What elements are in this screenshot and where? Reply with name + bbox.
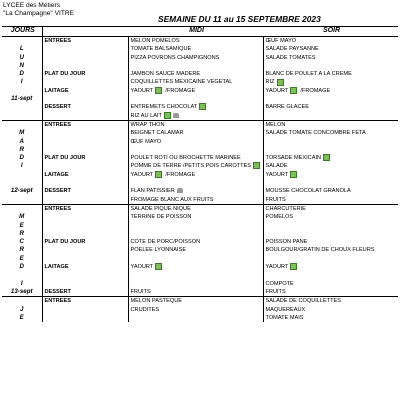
day-letter: I [2,78,42,86]
day-letter: R [2,230,42,238]
table-row [2,179,398,187]
table-row: I POMME DE TERRE /PETITS POIS CAROTTES SALADE [2,162,398,170]
day-letter: R [2,246,42,254]
col-soir: SOIR [263,27,398,37]
cat-entrees: ENTREES [44,298,71,305]
col-jours: JOURS [2,27,42,37]
table-row [2,95,398,103]
table-row: 13-sept DESSERT FRUITS FRUITS [2,288,398,297]
table-row: LAITAGE YAOURT /FROMAGE YAOURT /FROMAGE [2,87,398,95]
day-letter: U [2,54,42,62]
school-line-2: "La Champagne" VITRE [3,10,75,17]
table-row: ENTREES MELON POMELOS ŒUF MAYO [2,37,398,46]
table-row [2,62,398,70]
chef-hat-icon [177,188,183,193]
vegetarian-icon [155,87,162,94]
day-letter: N [2,62,42,70]
table-row: I COQUILLETTES MEXICAINE VEGETAL RIZ [2,78,398,86]
table-row: M BEIGNET CALAMAR SALADE TOMATE CONCOMBRE FETA [2,129,398,137]
cat-laitage: LAITAGE [44,264,69,271]
vegetarian-icon [199,103,206,110]
vegetarian-icon [290,171,297,178]
table-row [2,222,398,230]
day-letter: E [2,255,42,263]
day-date: 11-sept [2,95,42,103]
day-letter: J [2,306,42,314]
day-letter: M [2,129,42,137]
day-letter: M [2,213,42,221]
vegetarian-icon [155,263,162,270]
table-row [2,255,398,263]
table-row: I COMPOTE [2,280,398,288]
cat-plat: PLAT DU JOUR [44,71,86,78]
table-row: ENTREES SALADE PIQUE NIQUE CHARCUTERIE [2,204,398,213]
day-letter: E [2,314,42,322]
cat-dessert: DESSERT [44,188,71,195]
vegetarian-icon [155,171,162,178]
vegetarian-icon [290,87,297,94]
table-row: D PLAT DU JOUR POULET ROTI OU BROCHETTE MARINEE TORSADE MEXICAIN [2,154,398,162]
cat-laitage: LAITAGE [44,87,69,94]
table-row: ENTREES WRAP THON MELON [2,120,398,129]
table-row: D PLAT DU JOUR JAMBON SAUCE MADERE BLANC DE POULET A LA CREME [2,70,398,78]
cat-dessert: DESSERT [44,104,71,111]
table-row: C PLAT DU JOUR COTE DE PORC/POISSON POISSON PANE [2,238,398,246]
table-row: L TOMATE BALSAMIQUE SALADE PAYSANNE [2,45,398,53]
table-row: LAITAGE YAOURT /FROMAGE YAOURT [2,171,398,179]
day-letter: A [2,138,42,146]
table-row: J CRUDITES MAQUEREAUX [2,306,398,314]
vegetarian-icon [253,162,260,169]
day-letter: D [2,154,42,162]
vegetarian-icon [164,112,171,119]
cat-plat: PLAT DU JOUR [44,155,86,162]
day-letter: R [2,146,42,154]
school-line-1: LYCEE des Métiers [3,2,61,9]
day-date: 12-sept [2,187,42,195]
cat-plat: PLAT DU JOUR [44,239,86,246]
table-row: R POELEE LYONNAISE BOULGOUR/GRATIN DE CHOUX FLEURS [2,246,398,254]
cat-entrees: ENTREES [44,205,71,212]
school-name [3,2,74,18]
day-date: 13-sept [2,288,42,297]
table-row: A ŒUF MAYO [2,138,398,146]
day-letter: L [2,45,42,53]
table-row: U PIZZA POVRONS CHAMPIGNONS SALADE TOMATES [2,54,398,62]
day-letter: I [2,280,42,288]
vegetarian-icon [290,263,297,270]
cat-laitage: LAITAGE [44,171,69,178]
day-letter: D [2,70,42,78]
table-row [2,271,398,279]
chef-hat-icon [173,113,179,118]
table-row: D LAITAGE YAOURT YAOURT [2,263,398,271]
vegetarian-icon [277,79,284,86]
table-row: ENTREES MELON PASTEQUE SALADE DE COQUILLETTES [2,297,398,306]
table-row: E TOMATE MAIS [2,314,398,322]
cat-entrees: ENTREES [44,38,71,44]
day-letter: C [2,238,42,246]
day-letter: E [2,222,42,230]
day-letter: D [2,263,42,271]
menu-table [2,26,398,322]
cat-dessert: DESSERT [42,288,128,297]
vegetarian-icon [323,154,330,161]
table-row: DESSERT ENTREMETS CHOCOLAT BARRE GLACEE [2,103,398,111]
col-midi: MIDI [128,27,263,37]
table-row: RIZ AU LAIT [2,112,398,121]
table-row: FROMAGE BLANC AUX FRUITS FRUITS [2,196,398,205]
table-row: M TERRINE DE POISSON POMELOS [2,213,398,221]
table-row [2,146,398,154]
table-row [2,230,398,238]
table-row: 12-sept DESSERT FLAN PATISSIER MOUSSE CHOCOLAT GRANOLA [2,187,398,195]
week-title: SEMAINE DU 11 au 15 SEPTEMBRE 2023 [158,14,321,24]
cat-entrees: ENTREES [44,121,71,128]
header-row [2,27,398,37]
day-letter: I [2,162,42,170]
